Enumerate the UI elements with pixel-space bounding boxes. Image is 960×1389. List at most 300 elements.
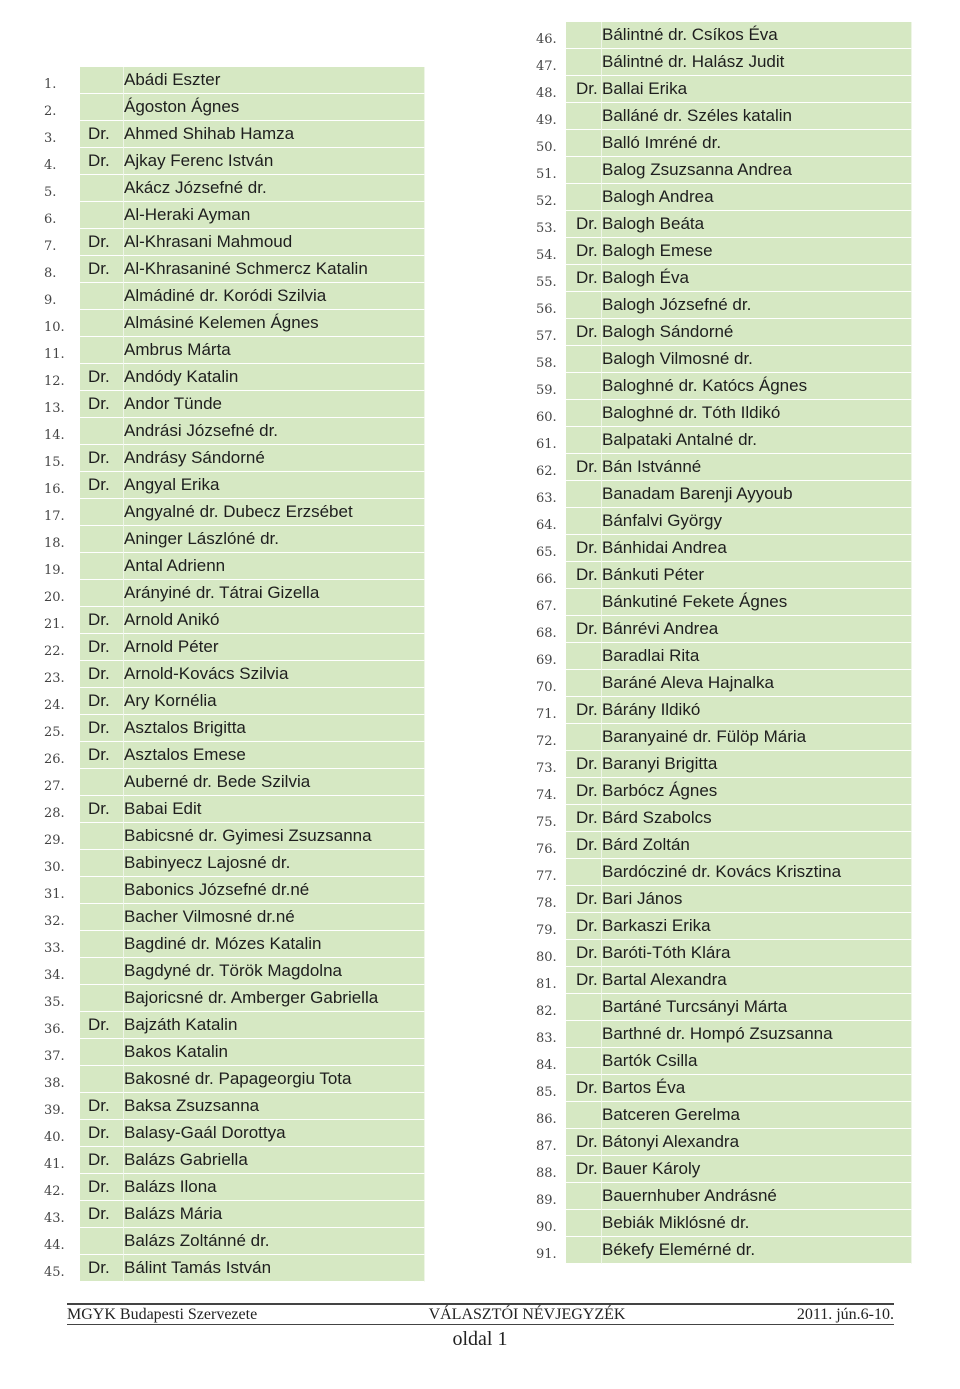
entry-number: 16. [44, 482, 65, 497]
entry-number: 76. [536, 842, 557, 857]
entry-name: Arnold Péter [124, 634, 425, 661]
entry-name: Balogh Éva [602, 265, 912, 292]
entry-name: Ary Kornélia [124, 688, 425, 715]
list-item [530, 400, 912, 427]
footer-organization: MGYK Budapesti Szervezete [67, 1305, 258, 1323]
entry-title: Dr. [566, 319, 602, 346]
entry-number: 20. [44, 590, 65, 605]
entry-title [566, 1210, 602, 1237]
entry-name: Aninger Lászlóné dr. [124, 526, 425, 553]
list-item [530, 1210, 912, 1237]
entry-name: Asztalos Brigitta [124, 715, 425, 742]
entry-number: 90. [536, 1220, 557, 1235]
list-item [44, 661, 425, 688]
entry-name: Bauer Károly [602, 1156, 912, 1183]
list-item [530, 184, 912, 211]
entry-title: Dr. [80, 1201, 124, 1228]
entry-name: Bálintné dr. Halász Judit [602, 49, 912, 76]
list-item [530, 805, 912, 832]
entry-name: Balasy-Gaál Dorottya [124, 1120, 425, 1147]
list-item [530, 1129, 912, 1156]
entry-title: Dr. [566, 562, 602, 589]
entry-title: Dr. [80, 256, 124, 283]
voter-list-left-column [44, 67, 425, 1282]
entry-name: Bartos Éva [602, 1075, 912, 1102]
list-item [530, 913, 912, 940]
entry-name: Balló Imréné dr. [602, 130, 912, 157]
list-item [530, 994, 912, 1021]
entry-name: Abádi Eszter [124, 67, 425, 94]
entry-number: 26. [44, 752, 65, 767]
list-item [44, 472, 425, 499]
entry-name: Angyal Erika [124, 472, 425, 499]
entry-name: Babai Edit [124, 796, 425, 823]
entry-number: 82. [536, 1004, 557, 1019]
entry-title [80, 553, 124, 580]
entry-title [80, 1066, 124, 1093]
entry-number: 25. [44, 725, 65, 740]
entry-title: Dr. [80, 121, 124, 148]
entry-number: 56. [536, 302, 557, 317]
entry-title [566, 589, 602, 616]
entry-title: Dr. [566, 751, 602, 778]
entry-number: 55. [536, 275, 557, 290]
entry-name: Baráné Aleva Hajnalka [602, 670, 912, 697]
entry-title [566, 1237, 602, 1264]
entry-name: Arnold-Kovács Szilvia [124, 661, 425, 688]
entry-name: Bánhidai Andrea [602, 535, 912, 562]
entry-title [566, 49, 602, 76]
entry-title: Dr. [80, 229, 124, 256]
entry-name: Bardócziné dr. Kovács Krisztina [602, 859, 912, 886]
list-item [44, 688, 425, 715]
entry-title [566, 184, 602, 211]
entry-name: Bárány Ildikó [602, 697, 912, 724]
page-footer [67, 1303, 894, 1325]
entry-name: Almásiné Kelemen Ágnes [124, 310, 425, 337]
list-item [530, 562, 912, 589]
entry-number: 11. [44, 347, 65, 362]
entry-name: Békefy Elemérné dr. [602, 1237, 912, 1264]
entry-number: 30. [44, 860, 65, 875]
list-item [44, 985, 425, 1012]
list-item [530, 211, 912, 238]
entry-name: Barkaszi Erika [602, 913, 912, 940]
list-item [530, 1102, 912, 1129]
entry-title [80, 337, 124, 364]
footer-document-title: VÁLASZTÓI NÉVJEGYZÉK [428, 1305, 626, 1323]
entry-title [80, 877, 124, 904]
entry-number: 74. [536, 788, 557, 803]
entry-number: 18. [44, 536, 65, 551]
entry-name: Bán Istvánné [602, 454, 912, 481]
entry-title: Dr. [566, 616, 602, 643]
entry-name: Bakosné dr. Papageorgiu Tota [124, 1066, 425, 1093]
list-item [44, 850, 425, 877]
list-item [530, 1156, 912, 1183]
entry-name: Bauernhuber Andrásné [602, 1183, 912, 1210]
entry-number: 13. [44, 401, 65, 416]
entry-name: Ambrus Márta [124, 337, 425, 364]
entry-number: 73. [536, 761, 557, 776]
entry-name: Babonics Józsefné dr.né [124, 877, 425, 904]
entry-title: Dr. [80, 1093, 124, 1120]
list-item [44, 769, 425, 796]
list-item [530, 454, 912, 481]
entry-name: Batceren Gerelma [602, 1102, 912, 1129]
entry-name: Bebiák Miklósné dr. [602, 1210, 912, 1237]
entry-title [566, 670, 602, 697]
list-item [530, 346, 912, 373]
list-item [44, 1093, 425, 1120]
entry-number: 57. [536, 329, 557, 344]
entry-name: Balogh Vilmosné dr. [602, 346, 912, 373]
entry-title: Dr. [80, 391, 124, 418]
list-item [44, 1012, 425, 1039]
entry-title [80, 985, 124, 1012]
entry-number: 1. [44, 77, 57, 92]
entry-title [80, 1228, 124, 1255]
entry-number: 14. [44, 428, 65, 443]
list-item [530, 697, 912, 724]
entry-number: 80. [536, 950, 557, 965]
entry-number: 75. [536, 815, 557, 830]
entry-number: 68. [536, 626, 557, 641]
entry-name: Al-Heraki Ayman [124, 202, 425, 229]
entry-name: Baróti-Tóth Klára [602, 940, 912, 967]
entry-number: 47. [536, 59, 557, 74]
entry-number: 19. [44, 563, 65, 578]
list-item [530, 1183, 912, 1210]
entry-title [80, 1039, 124, 1066]
list-item [44, 337, 425, 364]
entry-number: 42. [44, 1184, 65, 1199]
entry-number: 12. [44, 374, 65, 389]
entry-number: 89. [536, 1193, 557, 1208]
entry-number: 67. [536, 599, 557, 614]
entry-name: Bagdyné dr. Török Magdolna [124, 958, 425, 985]
list-item [530, 157, 912, 184]
entry-number: 6. [44, 212, 57, 227]
entry-number: 64. [536, 518, 557, 533]
entry-name: Bárd Zoltán [602, 832, 912, 859]
entry-number: 43. [44, 1211, 65, 1226]
list-item [530, 751, 912, 778]
list-item [44, 553, 425, 580]
entry-number: 5. [44, 185, 57, 200]
entry-number: 4. [44, 158, 57, 173]
entry-name: Auberné dr. Bede Szilvia [124, 769, 425, 796]
list-item [530, 130, 912, 157]
entry-name: Balpataki Antalné dr. [602, 427, 912, 454]
entry-number: 88. [536, 1166, 557, 1181]
entry-name: Balogh Sándorné [602, 319, 912, 346]
list-item [530, 1048, 912, 1075]
entry-name: Akácz Józsefné dr. [124, 175, 425, 202]
list-item [530, 859, 912, 886]
entry-number: 50. [536, 140, 557, 155]
entry-title [80, 823, 124, 850]
entry-name: Bartal Alexandra [602, 967, 912, 994]
entry-name: Bagdiné dr. Mózes Katalin [124, 931, 425, 958]
entry-name: Barbócz Ágnes [602, 778, 912, 805]
entry-number: 63. [536, 491, 557, 506]
list-item [530, 886, 912, 913]
entry-number: 38. [44, 1076, 65, 1091]
entry-number: 53. [536, 221, 557, 236]
entry-title [566, 1102, 602, 1129]
entry-title [566, 400, 602, 427]
entry-name: Bánfalvi György [602, 508, 912, 535]
list-item [44, 1174, 425, 1201]
entry-title [80, 67, 124, 94]
entry-title: Dr. [80, 1174, 124, 1201]
entry-title: Dr. [80, 661, 124, 688]
entry-name: Balogh Beáta [602, 211, 912, 238]
entry-number: 61. [536, 437, 557, 452]
entry-title: Dr. [80, 634, 124, 661]
entry-title: Dr. [80, 472, 124, 499]
entry-number: 32. [44, 914, 65, 929]
list-item [530, 967, 912, 994]
entry-number: 22. [44, 644, 65, 659]
entry-number: 69. [536, 653, 557, 668]
entry-number: 44. [44, 1238, 65, 1253]
entry-name: Bánrévi Andrea [602, 616, 912, 643]
entry-title [80, 850, 124, 877]
entry-name: Balogh Józsefné dr. [602, 292, 912, 319]
entry-number: 21. [44, 617, 65, 632]
entry-name: Balázs Gabriella [124, 1147, 425, 1174]
entry-title [80, 202, 124, 229]
list-item [530, 670, 912, 697]
entry-number: 66. [536, 572, 557, 587]
entry-title [80, 526, 124, 553]
entry-name: Ahmed Shihab Hamza [124, 121, 425, 148]
entry-name: Balogh Emese [602, 238, 912, 265]
list-item [530, 265, 912, 292]
entry-number: 65. [536, 545, 557, 560]
entry-title: Dr. [566, 913, 602, 940]
entry-name: Babicsné dr. Gyimesi Zsuzsanna [124, 823, 425, 850]
list-item [44, 418, 425, 445]
entry-number: 39. [44, 1103, 65, 1118]
entry-title: Dr. [566, 1075, 602, 1102]
entry-title [566, 481, 602, 508]
page-number: oldal 1 [452, 1328, 508, 1350]
entry-title: Dr. [80, 796, 124, 823]
entry-number: 33. [44, 941, 65, 956]
entry-name: Baloghné dr. Tóth Ildikó [602, 400, 912, 427]
entry-title: Dr. [80, 1120, 124, 1147]
entry-number: 10. [44, 320, 65, 335]
list-item [530, 103, 912, 130]
list-item [44, 148, 425, 175]
list-item [530, 940, 912, 967]
list-item [44, 283, 425, 310]
entry-title: Dr. [566, 940, 602, 967]
entry-title: Dr. [566, 805, 602, 832]
entry-title: Dr. [566, 211, 602, 238]
entry-title: Dr. [80, 1147, 124, 1174]
entry-title: Dr. [80, 688, 124, 715]
entry-number: 71. [536, 707, 557, 722]
entry-title: Dr. [566, 265, 602, 292]
entry-number: 62. [536, 464, 557, 479]
entry-name: Angyalné dr. Dubecz Erzsébet [124, 499, 425, 526]
list-item [44, 1201, 425, 1228]
entry-title [566, 346, 602, 373]
entry-title [566, 724, 602, 751]
entry-name: Andrási Józsefné dr. [124, 418, 425, 445]
entry-title: Dr. [566, 832, 602, 859]
list-item [44, 202, 425, 229]
entry-name: Al-Khrasaniné Schmercz Katalin [124, 256, 425, 283]
entry-title: Dr. [566, 76, 602, 103]
entry-number: 3. [44, 131, 57, 146]
entry-name: Babinyecz Lajosné dr. [124, 850, 425, 877]
entry-title [80, 283, 124, 310]
entry-title: Dr. [566, 454, 602, 481]
entry-name: Baranyainé dr. Fülöp Mária [602, 724, 912, 751]
list-item [530, 22, 912, 49]
list-item [530, 1237, 912, 1264]
entry-number: 86. [536, 1112, 557, 1127]
entry-name: Ajkay Ferenc István [124, 148, 425, 175]
list-item [44, 958, 425, 985]
list-item [44, 904, 425, 931]
list-item [44, 823, 425, 850]
entry-name: Ballai Erika [602, 76, 912, 103]
entry-name: Bánkutiné Fekete Ágnes [602, 589, 912, 616]
entry-title: Dr. [80, 607, 124, 634]
entry-title [80, 769, 124, 796]
entry-number: 83. [536, 1031, 557, 1046]
entry-name: Antal Adrienn [124, 553, 425, 580]
list-item [530, 535, 912, 562]
entry-title [566, 643, 602, 670]
entry-name: Andrásy Sándorné [124, 445, 425, 472]
entry-name: Baksa Zsuzsanna [124, 1093, 425, 1120]
entry-title: Dr. [80, 1012, 124, 1039]
entry-name: Bajzáth Katalin [124, 1012, 425, 1039]
entry-name: Bánkuti Péter [602, 562, 912, 589]
entry-name: Balázs Ilona [124, 1174, 425, 1201]
entry-title [566, 994, 602, 1021]
list-item [530, 481, 912, 508]
list-item [530, 373, 912, 400]
entry-number: 27. [44, 779, 65, 794]
entry-name: Balogh Andrea [602, 184, 912, 211]
list-item [44, 877, 425, 904]
entry-title: Dr. [566, 535, 602, 562]
list-item [530, 778, 912, 805]
entry-number: 52. [536, 194, 557, 209]
list-item [530, 319, 912, 346]
entry-number: 70. [536, 680, 557, 695]
entry-name: Al-Khrasani Mahmoud [124, 229, 425, 256]
list-item [44, 1228, 425, 1255]
entry-name: Bacher Vilmosné dr.né [124, 904, 425, 931]
footer-date: 2011. jún.6-10. [796, 1305, 894, 1323]
list-item [530, 724, 912, 751]
entry-title: Dr. [566, 697, 602, 724]
list-item [530, 508, 912, 535]
entry-number: 37. [44, 1049, 65, 1064]
entry-name: Asztalos Emese [124, 742, 425, 769]
list-item [44, 229, 425, 256]
list-item [530, 1021, 912, 1048]
entry-name: Bárd Szabolcs [602, 805, 912, 832]
entry-number: 87. [536, 1139, 557, 1154]
entry-title [566, 103, 602, 130]
entry-number: 58. [536, 356, 557, 371]
list-item [44, 310, 425, 337]
entry-title: Dr. [566, 1129, 602, 1156]
list-item [44, 607, 425, 634]
list-item [530, 589, 912, 616]
entry-number: 24. [44, 698, 65, 713]
entry-title: Dr. [80, 148, 124, 175]
list-item [44, 1120, 425, 1147]
entry-number: 84. [536, 1058, 557, 1073]
entry-name: Balázs Zoltánné dr. [124, 1228, 425, 1255]
entry-number: 35. [44, 995, 65, 1010]
entry-title [566, 130, 602, 157]
entry-number: 59. [536, 383, 557, 398]
list-item [44, 445, 425, 472]
list-item [44, 1255, 425, 1282]
entry-name: Bátonyi Alexandra [602, 1129, 912, 1156]
entry-title: Dr. [566, 238, 602, 265]
entry-number: 45. [44, 1265, 65, 1280]
list-item [44, 742, 425, 769]
list-item [530, 76, 912, 103]
entry-number: 60. [536, 410, 557, 425]
entry-title [566, 508, 602, 535]
entry-number: 72. [536, 734, 557, 749]
entry-title: Dr. [566, 967, 602, 994]
entry-number: 8. [44, 266, 57, 281]
entry-name: Bartáné Turcsányi Márta [602, 994, 912, 1021]
entry-title: Dr. [80, 715, 124, 742]
list-item [44, 175, 425, 202]
entry-number: 46. [536, 32, 557, 47]
entry-number: 78. [536, 896, 557, 911]
list-item [530, 616, 912, 643]
entry-title: Dr. [80, 364, 124, 391]
entry-name: Bartók Csilla [602, 1048, 912, 1075]
entry-number: 23. [44, 671, 65, 686]
entry-title [566, 157, 602, 184]
entry-title [80, 931, 124, 958]
entry-title [566, 1048, 602, 1075]
entry-name: Bálint Tamás István [124, 1255, 425, 1282]
entry-title: Dr. [80, 1255, 124, 1282]
entry-number: 2. [44, 104, 57, 119]
entry-number: 79. [536, 923, 557, 938]
entry-name: Arányiné dr. Tátrai Gizella [124, 580, 425, 607]
list-item [530, 427, 912, 454]
entry-title [80, 958, 124, 985]
entry-name: Ágoston Ágnes [124, 94, 425, 121]
entry-number: 48. [536, 86, 557, 101]
entry-name: Almádiné dr. Koródi Szilvia [124, 283, 425, 310]
list-item [44, 94, 425, 121]
entry-title [566, 22, 602, 49]
entry-title [80, 94, 124, 121]
entry-title: Dr. [80, 445, 124, 472]
